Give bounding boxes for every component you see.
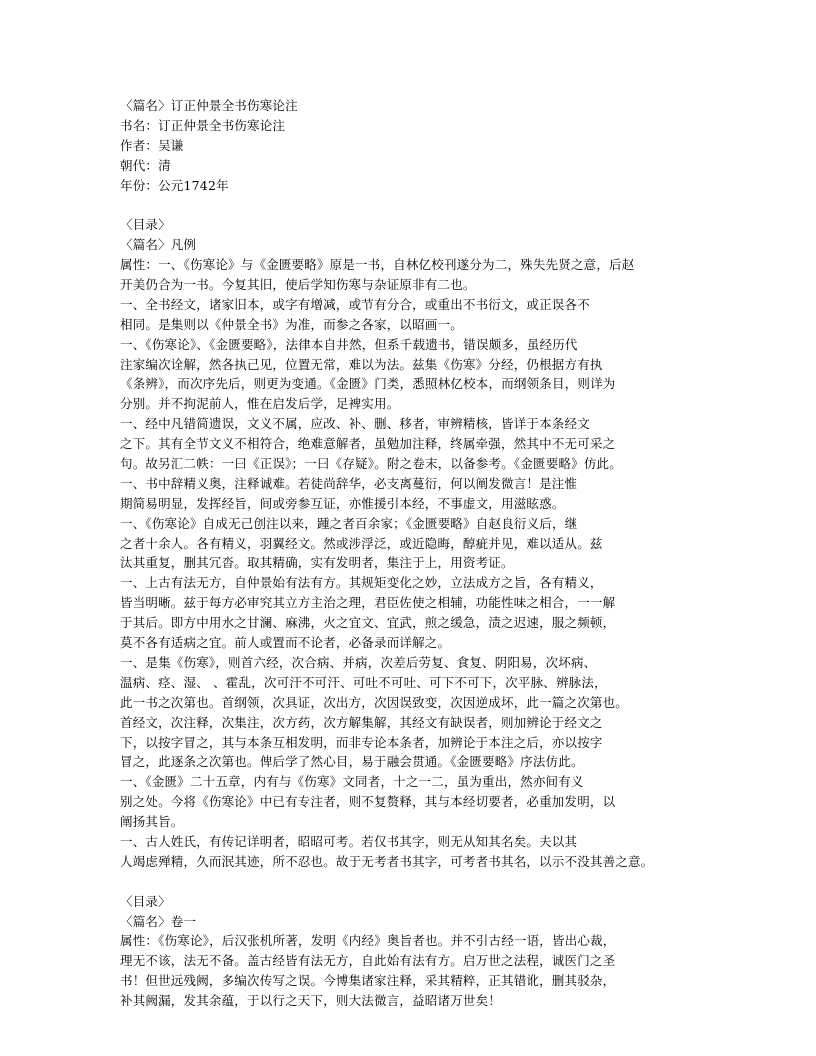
text-line: 之者十余人。各有精义，羽翼经文。然或涉浮泛，或近隐晦，醇疵并见，难以适从。兹 bbox=[120, 535, 603, 551]
text-line: 一、上古有法无方，自仲景始有法有方。其规矩变化之妙，立法成方之旨，各有精义， bbox=[120, 575, 603, 591]
text-line: 书！但世远残阙，多编次传写之误。今博集诸家注释，采其精粹，正其错讹，删其驳杂， bbox=[120, 973, 616, 989]
text-line: 人竭虑殚精，久而泯其迹，所不忍也。故于无考者书其字，可考者书其名，以示不没其善之意。 bbox=[120, 853, 654, 869]
book-name-line: 书名：订正仲景全书伤寒论注 bbox=[120, 117, 286, 133]
text-line: 《条辨》，而次序先后，则更为变通。《金匮》门类，悉照林亿校本，而纲领条目，则详为 bbox=[120, 376, 616, 392]
text-line: 属性：一、《伤寒论》与《金匮要略》原是一书，自林亿校刊遂分为二，殊失先贤之意，后赵 bbox=[120, 257, 635, 273]
blank-line bbox=[120, 195, 810, 215]
text-line: 之下。其有全节文义不相符合，绝难意解者，虽勉加注释，终属牵强，然其中不无可采之 bbox=[120, 436, 616, 452]
text-line: 分别。并不拘泥前人，惟在启发后学，足裨实用。 bbox=[120, 396, 400, 412]
text-line: 莫不各有适病之宜。前人或置而不论者，必备录而详解之。 bbox=[120, 635, 451, 651]
text-line: 别之处。今将《伤寒论》中已有专注者，则不复赘释，其与本经切要者，必重加发明，以 bbox=[120, 794, 616, 810]
text-line: 一、《金匮》二十五章，内有与《伤寒》文同者，十之一二，虽为重出，然亦间有义 bbox=[120, 774, 584, 790]
author-line: 作者：吴谦 bbox=[120, 137, 184, 153]
text-line: 开美仍合为一书。今复其旧，使后学知伤寒与杂证原非有二也。 bbox=[120, 277, 476, 293]
text-line: 注家编次诠解，然各执己见，位置无常，难以为法。兹集《伤寒》分经，仍根据方有执 bbox=[120, 356, 603, 372]
text-line: 汰其重复，删其冗沓。取其精确，实有发明者，集注于上，用资考证。 bbox=[120, 555, 514, 571]
toc-tag: 〈目录〉 bbox=[120, 893, 171, 909]
chapter-title: 〈篇名〉凡例 bbox=[120, 237, 197, 253]
section-body bbox=[120, 931, 810, 1011]
dynasty-line: 朝代：清 bbox=[120, 157, 171, 173]
text-line: 一、全书经文，诸家旧本，或字有增减，或节有分合，或重出不书衍文，或正误各不 bbox=[120, 296, 590, 312]
text-line: 期简易明显，发挥经旨，间或旁参互证，亦惟援引本经，不事虚文，用滋眩惑。 bbox=[120, 495, 565, 511]
text-line: 首经文，次注释，次集注，次方药，次方解集解，其经文有缺误者，则加辨论于经文之 bbox=[120, 714, 603, 730]
text-line: 补其阙漏，发其余蕴，于以行之天下，则大法微言，益昭诸万世矣！ bbox=[120, 993, 502, 1009]
text-line: 温病、痉、湿、 、霍乱，次可汗不可汗、可吐不可吐、可下不可下，次平脉、辨脉法， bbox=[120, 674, 607, 690]
text-line: 冒之，此逐条之次第也。俾后学了然心目，易于融会贯通。《金匮要略》序法仿此。 bbox=[120, 754, 584, 770]
text-line: 一、古人姓氏，有传记详明者，昭昭可考。若仅书其字，则无从知其名矣。夫以其 bbox=[120, 833, 578, 849]
text-line: 于其后。即方中用水之甘澜、麻沸，火之宜文、宜武，煎之缓急，渍之迟速，服之频顿， bbox=[120, 615, 616, 631]
section-body bbox=[120, 255, 810, 872]
text-line: 阐扬其旨。 bbox=[120, 814, 184, 830]
toc-tag: 〈目录〉 bbox=[120, 217, 171, 233]
text-line: 一、经中凡错简遗误，文义不属，应改、补、删、移者，审辨精核，皆详于本条经文 bbox=[120, 416, 590, 432]
text-line: 此一书之次第也。首纲领，次具证，次出方，次因误致变，次因逆成坏，此一篇之次第也。 bbox=[120, 694, 629, 710]
text-line: 一、《伤寒论》自成无己创注以来，踵之者百余家；《金匮要略》自赵良衍义后，继 bbox=[120, 515, 578, 531]
chapter-title: 〈篇名〉卷一 bbox=[120, 913, 197, 929]
text-line: 一、是集《伤寒》，则首六经，次合病、并病，次差后劳复、食复、阴阳易，次坏病、 bbox=[120, 654, 597, 670]
text-line: 句。故另汇二帙：一曰《正误》；一曰《存疑》。附之卷末，以备参考。《金匮要略》仿此。 bbox=[120, 456, 622, 472]
text-line: 皆当明晰。兹于每方必审究其立方主治之理，君臣佐使之相辅，功能性味之相合，一一解 bbox=[120, 595, 616, 611]
document-page bbox=[120, 96, 810, 1011]
title-line: 〈篇名〉订正仲景全书伤寒论注 bbox=[120, 98, 298, 113]
text-line: 下，以按字冒之，其与本条互相发明，而非专论本条者，加辨论于本注之后，亦以按字 bbox=[120, 734, 603, 750]
text-line: 一、《伤寒论》、《金匮要略》，法律本自井然，但系千载遗书，错误颇多，虽经历代 bbox=[120, 336, 578, 352]
text-line: 一、书中辞精义奥，注释诚难。若徒尚辞华，必支离蔓衍，何以阐发微言！是注惟 bbox=[120, 475, 578, 491]
year-line: 年份：公元1742年 bbox=[120, 177, 229, 193]
text-line: 属性：《伤寒论》，后汉张机所著，发明《内经》奥旨者也。并不引古经一语，皆出心裁， bbox=[120, 933, 616, 949]
blank-line bbox=[120, 872, 810, 892]
text-line: 相同。是集则以《仲景全书》为准，而参之各家，以昭画一。 bbox=[120, 316, 463, 332]
text-line: 理无不该，法无不备。盖古经皆有法无方，自此始有法有方。启万世之法程，诚医门之圣 bbox=[120, 953, 616, 969]
